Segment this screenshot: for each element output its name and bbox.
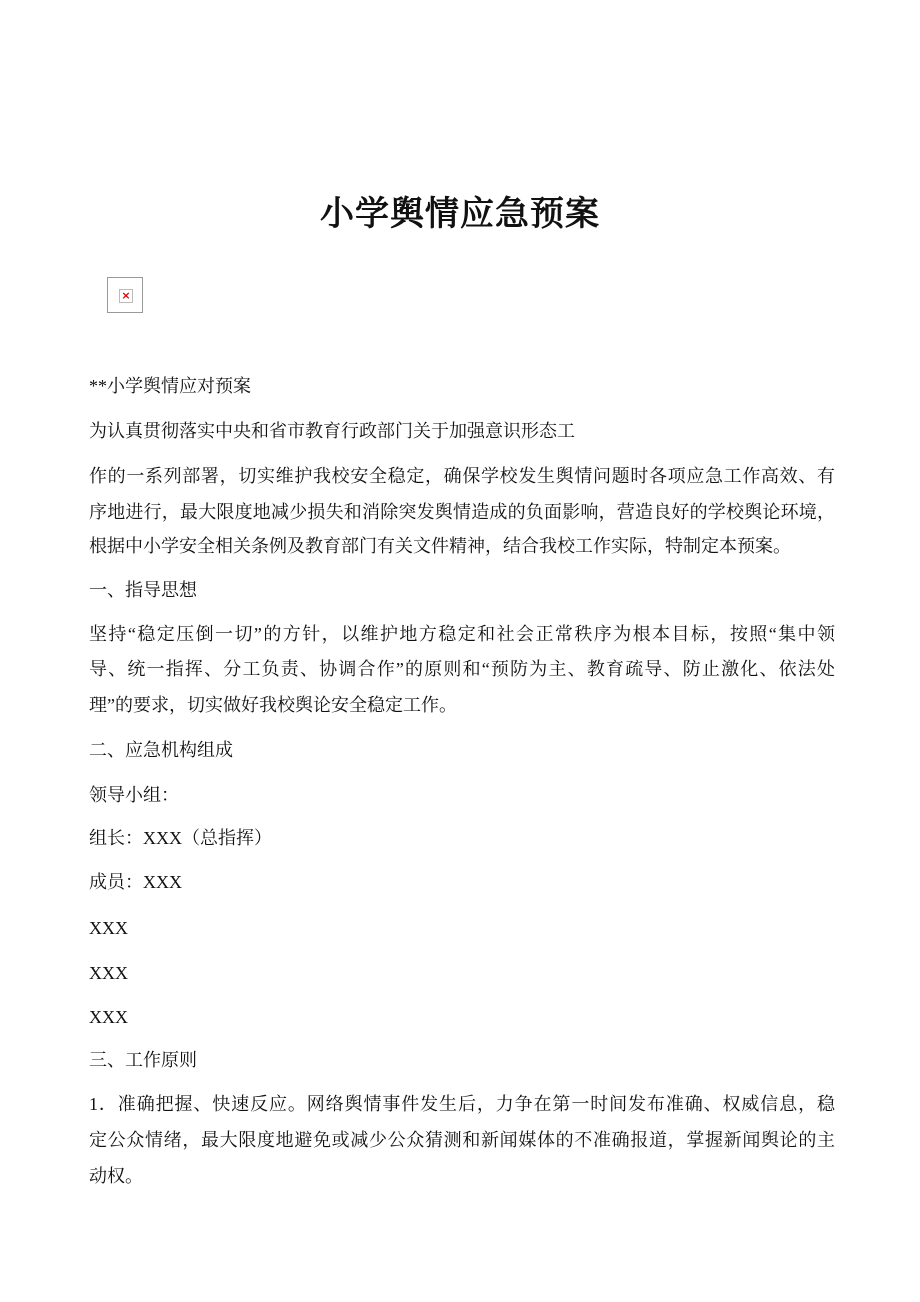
broken-image-icon: × [107, 277, 143, 313]
paragraph-line: 动权。 [89, 1166, 143, 1186]
section-heading: 三、工作原则 [89, 1050, 197, 1070]
doc-subtitle: **小学舆情应对预案 [89, 376, 251, 396]
paragraph-line: 根据中小学安全相关条例及教育部门有关文件精神，结合我校工作实际，特制定本预案。 [89, 536, 791, 556]
paragraph-line: 组长：XXX（总指挥） [89, 828, 272, 848]
paragraph-line: 导、统一指挥、分工负责、协调合作”的原则和“预防为主、教育疏导、防止激化、依法处 [89, 659, 835, 679]
paragraph-line: 序地进行，最大限度地减少损失和消除突发舆情造成的负面影响，营造良好的学校舆论环境， [89, 502, 835, 522]
paragraph-line: XXX [89, 1007, 128, 1027]
section-heading: 二、应急机构组成 [89, 740, 233, 760]
paragraph-line: XXX [89, 918, 128, 938]
paragraph-line: 1．准确把握、快速反应。网络舆情事件发生后，力争在第一时间发布准确、权威信息，稳 [89, 1094, 835, 1114]
paragraph-line: 作的一系列部署，切实维护我校安全稳定，确保学校发生舆情问题时各项应急工作高效、有 [89, 466, 835, 486]
paragraph-line: 成员：XXX [89, 872, 182, 892]
paragraph-line: 领导小组： [89, 785, 179, 805]
paragraph-line: 坚持“稳定压倒一切”的方针，以维护地方稳定和社会正常秩序为根本目标，按照“集中领 [89, 624, 835, 644]
paragraph-line: 定公众情绪，最大限度地避免或减少公众猜测和新闻媒体的不准确报道，掌握新闻舆论的主 [89, 1130, 835, 1150]
paragraph-line: XXX [89, 963, 128, 983]
paragraph-line: 为认真贯彻落实中央和省市教育行政部门关于加强意识形态工 [89, 421, 575, 441]
document-title: 小学舆情应急预案 [320, 196, 600, 233]
section-heading: 一、指导思想 [89, 580, 197, 600]
paragraph-line: 理”的要求，切实做好我校舆论安全稳定工作。 [89, 695, 457, 715]
